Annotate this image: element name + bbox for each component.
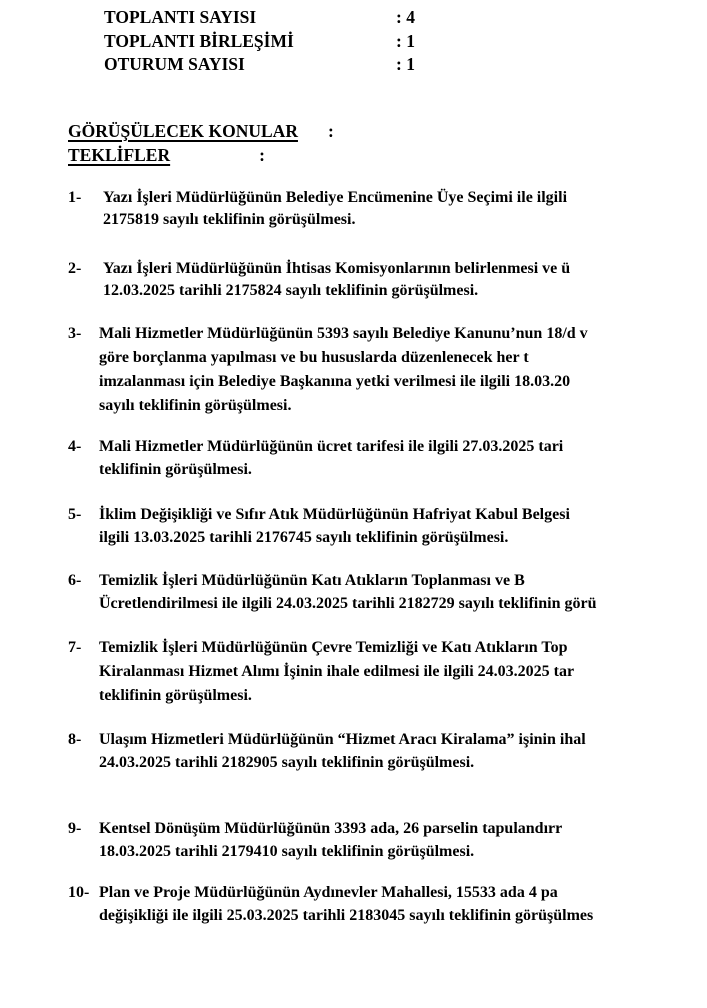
- item-line: Yazı İşleri Müdürlüğünün Belediye Encümenine Üye Seçimi ile ilgili: [103, 189, 568, 206]
- item-number: 1-: [68, 189, 82, 206]
- meta-sitting-count: [104, 53, 415, 75]
- item-number: 9-: [68, 820, 82, 837]
- item-number: 7-: [68, 639, 82, 656]
- item-number: 8-: [68, 731, 82, 748]
- item-line: değişikliği ile ilgili 25.03.2025 tarihli 2183045 sayılı teklifinin görüşülmes: [99, 907, 594, 924]
- item-line: Mali Hizmetler Müdürlüğünün ücret tarifesi ile ilgili 27.03.2025 tari: [99, 438, 564, 455]
- item-number: 10-: [68, 884, 90, 901]
- heading-topics-text: GÖRÜŞÜLECEK KONULAR: [68, 121, 298, 141]
- heading-proposals-colon: :: [259, 145, 265, 165]
- item-number: 5-: [68, 506, 82, 523]
- item-line: Temizlik İşleri Müdürlüğünün Katı Atıkların Toplanması ve B: [99, 572, 525, 589]
- item-number: 3-: [68, 325, 82, 342]
- item-line: 2175819 sayılı teklifinin görüşülmesi.: [103, 211, 356, 228]
- item-line: Ücretlendirilmesi ile ilgili 24.03.2025 tarihli 2182729 sayılı teklifinin görü: [99, 595, 597, 612]
- item-line: Plan ve Proje Müdürlüğünün Aydınevler Mahallesi, 15533 ada 4 pa: [99, 884, 558, 901]
- item-line: İklim Değişikliği ve Sıfır Atık Müdürlüğünün Hafriyat Kabul Belgesi: [99, 506, 570, 523]
- meta-label: TOPLANTI SAYISI: [104, 7, 257, 27]
- item-line: sayılı teklifinin görüşülmesi.: [99, 397, 292, 414]
- meta-meeting-session: [104, 30, 415, 52]
- item-line: 18.03.2025 tarihli 2179410 sayılı teklifinin görüşülmesi.: [99, 843, 475, 860]
- item-line: imzalanması için Belediye Başkanına yetki verilmesi ile ilgili 18.03.20: [99, 373, 571, 390]
- heading-topics: [68, 120, 334, 142]
- meta-label: TOPLANTI BİRLEŞİMİ: [104, 31, 294, 51]
- meta-value: : 1: [396, 31, 415, 51]
- item-number: 4-: [68, 438, 82, 455]
- item-line: teklifinin görüşülmesi.: [99, 687, 252, 704]
- heading-proposals-text: TEKLİFLER: [68, 145, 171, 165]
- meta-value: : 4: [396, 7, 415, 27]
- meta-value: : 1: [396, 54, 415, 74]
- item-line: Yazı İşleri Müdürlüğünün İhtisas Komisyonlarının belirlenmesi ve ü: [103, 260, 571, 277]
- meta-meeting-count: [104, 6, 415, 28]
- meta-label: OTURUM SAYISI: [104, 54, 245, 74]
- item-line: Kiralanması Hizmet Alımı İşinin ihale edilmesi ile ilgili 24.03.2025 tar: [99, 663, 575, 680]
- item-number: 6-: [68, 572, 82, 589]
- item-line: Temizlik İşleri Müdürlüğünün Çevre Temizliği ve Katı Atıkların Top: [99, 639, 568, 656]
- heading-topics-colon: :: [327, 121, 334, 141]
- item-line: göre borçlanma yapılması ve bu hususlarda düzenlenecek her t: [99, 349, 529, 366]
- item-number: 2-: [68, 260, 82, 277]
- item-line: 12.03.2025 tarihli 2175824 sayılı teklifinin görüşülmesi.: [103, 282, 479, 299]
- heading-proposals: [68, 144, 265, 166]
- item-line: Ulaşım Hizmetleri Müdürlüğünün “Hizmet Aracı Kiralama” işinin ihal: [99, 731, 586, 748]
- item-line: 24.03.2025 tarihli 2182905 sayılı teklifinin görüşülmesi.: [99, 754, 475, 771]
- item-line: teklifinin görüşülmesi.: [99, 461, 252, 478]
- item-line: ilgili 13.03.2025 tarihli 2176745 sayılı teklifinin görüşülmesi.: [99, 529, 509, 546]
- item-line: Mali Hizmetler Müdürlüğünün 5393 sayılı Belediye Kanunu’nun 18/d v: [99, 325, 588, 342]
- item-line: Kentsel Dönüşüm Müdürlüğünün 3393 ada, 26 parselin tapulandırr: [99, 820, 563, 837]
